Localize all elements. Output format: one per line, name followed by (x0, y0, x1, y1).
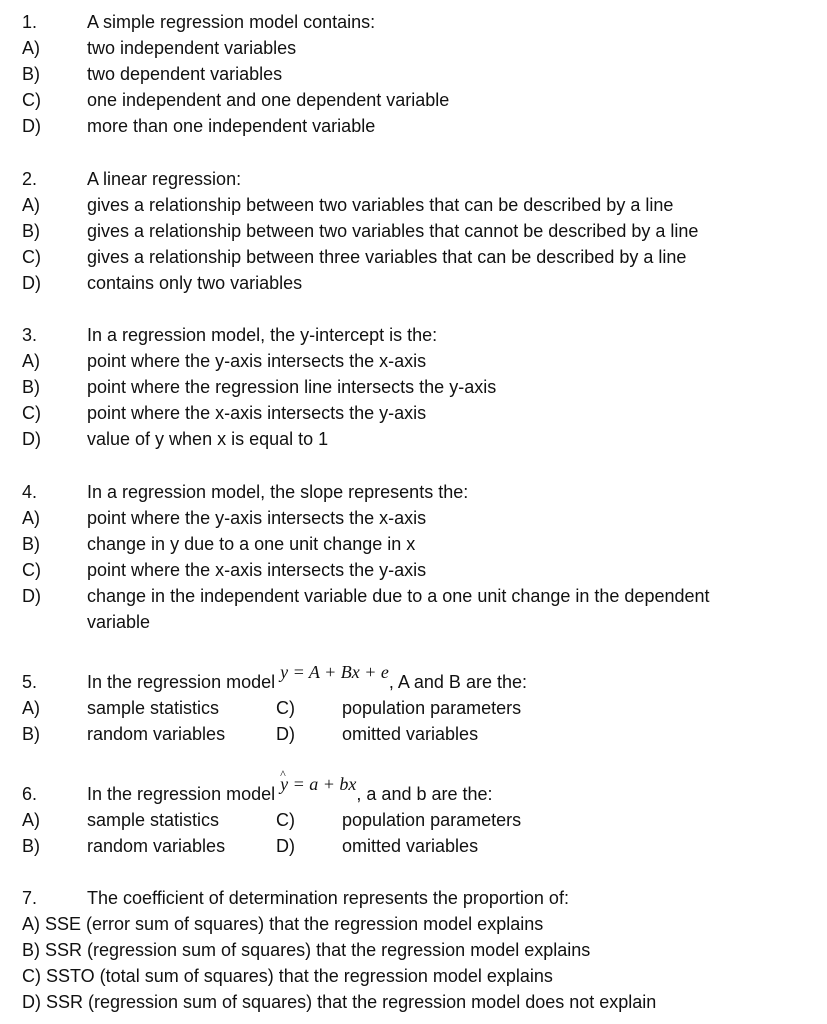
q5-number: 5. (22, 672, 38, 692)
q4-number: 4. (22, 482, 38, 502)
q7-stem: The coefficient of determination represents the proportion of: (87, 888, 569, 908)
q4-stem: In a regression model, the slope represents the: (87, 482, 469, 502)
quiz-page: 1. A simple regression model contains: A) two independent variables B) two dependent variables C) one independent and one dependent variable D) more than one independent variable 2. A linear regression: A) gives a relationship between two variables that can be described by a line B) gives a relationship between two variables that cannot be described by a line C) gives a relationship between three variables that can be described by a line D) contains only two variables 3. In a regression model, the y-intercept is the: A) point where the y-axis intersects the x-axis B) point where the regression line intersects the y-axis C) point where the x-axis intersects the y-axis D) value of y when x is equal to 1 4. In a regression model, the slope represents the: A) point where the y-axis intersects the x-axis B) change in y due to a one unit change in x C) point where the x-axis intersects the y-axis D) change in the independent variable due to a one unit change in the dependent variable 5. In the regression model y = A + Bx + e, A and B are the: A) sample statistics C) population parameters B) random variables D) omitted variables 6. In the regression model ^ y = a + bx, a and b are the: A) sample statistics C) population parameters B) random variables D) omitted variables 7. The coefficient of determination represents the proportion of: A) SSE (error sum of squares) that the regression model explains B) SSR (regression sum of squares) that the regression model explains C) SSTO (total sum of squares) that the regression model explains D) SSR (regression sum of squares) that the regression model does not explain (0, 0, 827, 1024)
q3-number: 3. (22, 325, 38, 345)
q6-number: 6. (22, 784, 38, 804)
q2-number: 2. (22, 169, 38, 189)
q5-stem: In the regression model y = A + Bx + e, A and B are the: (87, 662, 527, 692)
q3-stem: In a regression model, the y-intercept is the: (87, 325, 438, 345)
q2-stem: A linear regression: (87, 169, 242, 189)
q1-number: 1. (22, 12, 38, 32)
q5-equation: y = A + Bx + e (280, 662, 389, 682)
q7-number: 7. (22, 888, 38, 908)
q1-stem: A simple regression model contains: (87, 12, 376, 32)
q6-equation: ^ y = a + bx (280, 774, 356, 794)
q6-stem: In the regression model ^ y = a + bx, a and b are the: (87, 781, 493, 807)
